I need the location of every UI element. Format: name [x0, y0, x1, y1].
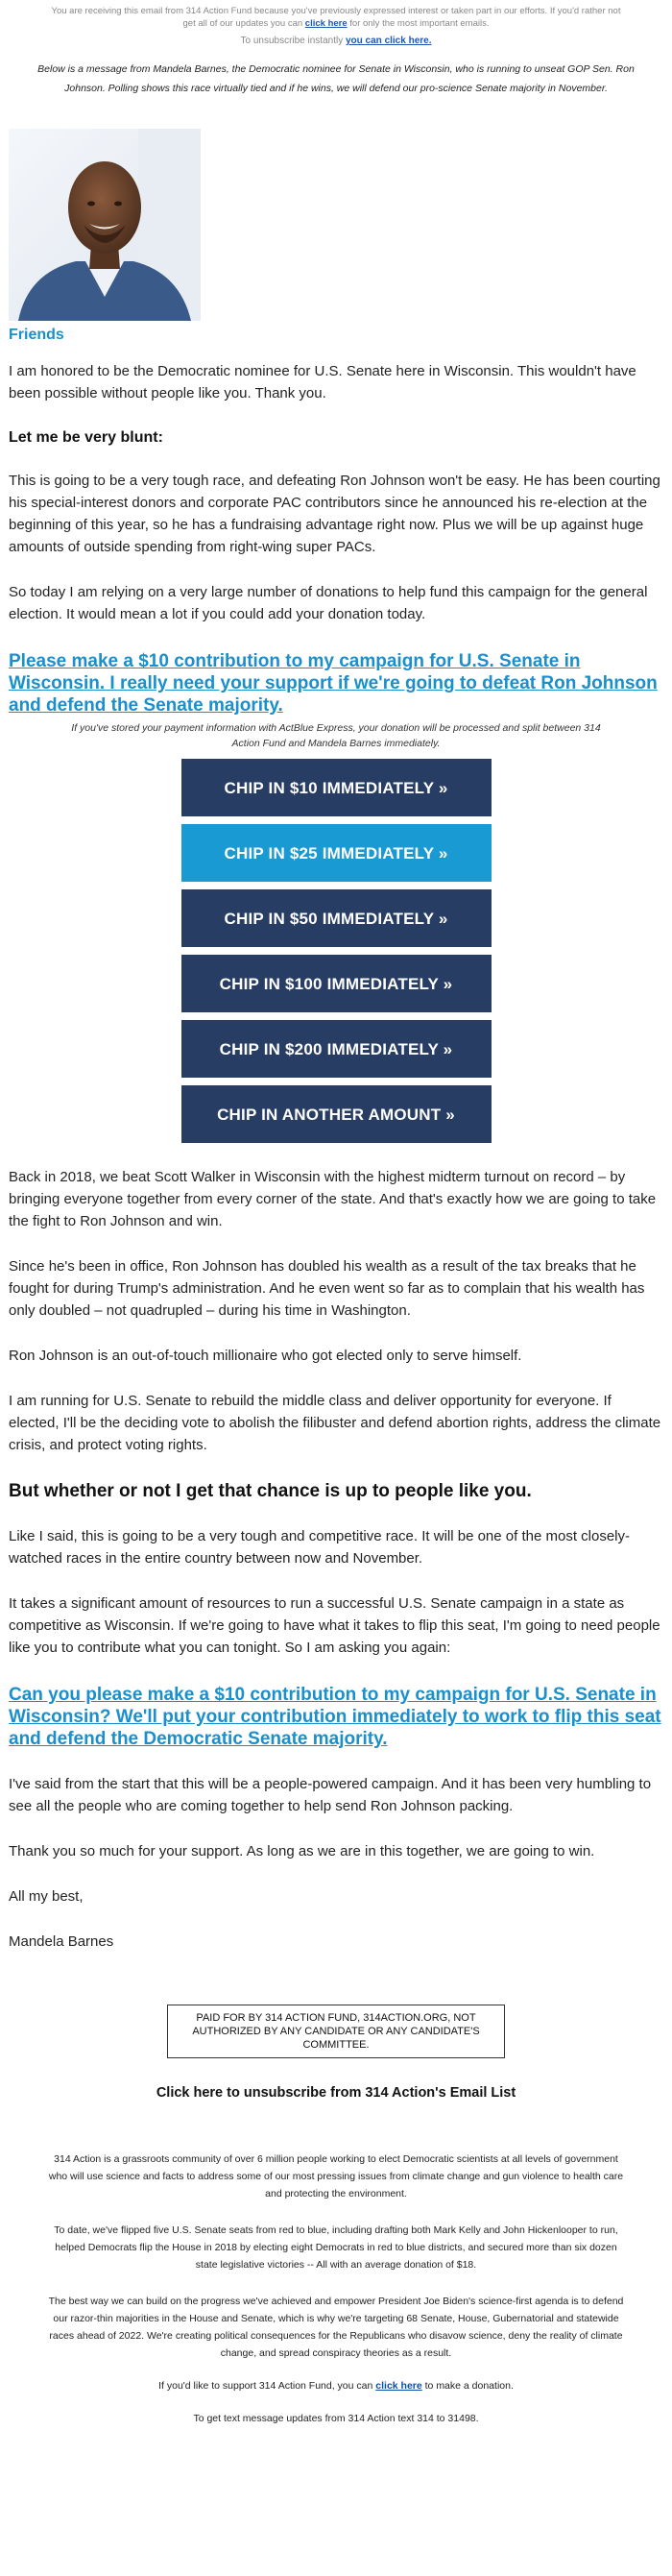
chip-in-50-button[interactable]: CHIP IN $50 IMMEDIATELY » — [181, 889, 492, 947]
paragraph-people-powered: I've said from the start that this will be a people-powered campaign. And it has been very humbling to see all the people who are coming together to help send Ron Johnson packing. — [9, 1776, 652, 1814]
paid-for-disclaimer: PAID FOR BY 314 ACTION FUND, 314ACTION.ORG, NOT AUTHORIZED BY ANY CANDIDATE OR ANY CANDIDATE'S COMMITTEE. — [167, 2005, 505, 2058]
signoff: All my best, — [9, 1888, 84, 1905]
contribution-link-secondary[interactable]: Can you please make a $10 contribution to my campaign for U.S. Senate in Wisconsin? We'll put your contribution immediately to work to flip this seat and defend the Democratic Senate majority. — [9, 1685, 661, 1749]
greeting: Friends — [9, 327, 64, 343]
paragraph-competitive: Like I said, this is going to be a very tough and competitive race. It will be one of the most closely-watched races in the entire country between now and November. — [9, 1528, 630, 1567]
donation-buttons — [9, 759, 663, 1143]
paragraph-wealth: Since he's been in office, Ron Johnson has doubled his wealth as a result of the tax breaks that he fought for during Trump's administration. And he even went so far as to complain that his wealth has only doubled – not quadrupled – during his time in Washington. — [9, 1258, 645, 1319]
chip-in-100-button[interactable]: CHIP IN $100 IMMEDIATELY » — [181, 955, 492, 1012]
instant-unsubscribe — [9, 36, 663, 46]
instant-unsubscribe-link[interactable]: you can click here. — [346, 36, 432, 46]
chip-in-other-button[interactable]: CHIP IN ANOTHER AMOUNT » — [181, 1085, 492, 1143]
contribution-link-primary[interactable]: Please make a $10 contribution to my campaign for U.S. Senate in Wisconsin. I really need your support if we're going to defeat Ron Johnson and defend the Senate majority. — [9, 651, 658, 716]
footer-support-text: If you'd like to support 314 Action Fund, you can — [158, 2380, 373, 2392]
footer-unsubscribe-link[interactable]: Click here to unsubscribe from 314 Action's Email List — [156, 2085, 516, 2101]
instant-unsubscribe-text: To unsubscribe instantly — [240, 36, 344, 46]
paragraph-2018: Back in 2018, we beat Scott Walker in Wisconsin with the highest midterm turnout on record – by bringing everyone together from every corner of the state. And that's exactly how we are going to take the fight to Ron Johnson and win. — [9, 1169, 657, 1229]
preference-notice — [9, 0, 663, 30]
footer-donate-link[interactable]: click here — [375, 2380, 422, 2392]
footer-plan: The best way we can build on the progress we've achieved and empower President Joe Biden's science-first agenda is to defend our razor-thin majorities in the House and Senate, which is why we're targeting 68 Senate, House, Gubernatorial and statewide races ahead of 2022. We're creating political consequences for the Republicans who disavow science, deny the reality of climate change, and spread conspiracy theories as a result. — [48, 2296, 624, 2359]
paragraph-honored: I am honored to be the Democratic nominee for U.S. Senate here in Wisconsin. This wouldn't have been possible without people like you. Thank you. — [9, 363, 636, 401]
paragraph-resources: It takes a significant amount of resources to run a successful U.S. Senate campaign in a state as competitive as Wisconsin. If we're going to have what it takes to flip this seat, I'm going to need people like you to contribute what you can tonight. So I am asking you again: — [9, 1595, 660, 1656]
footer-support — [47, 2377, 625, 2394]
footer-about: 314 Action is a grassroots community of over 6 million people working to elect Democratic scientists at all levels of government who will use science and facts to address some of our most pressing issues from climate change and gun violence to health care and protecting the environment. — [48, 2153, 624, 2199]
paragraph-millionaire: Ron Johnson is an out-of-touch millionaire who got elected only to serve himself. — [9, 1348, 522, 1364]
footer-record: To date, we've flipped five U.S. Senate seats from red to blue, including drafting both Mark Kelly and John Hickenlooper to run, helped Democrats flip the House in 2018 by electing eight Democrats in red to blue districts, and secured more than six dozen state legislative victories -- All with an average donation of $18. — [54, 2224, 618, 2271]
heading-blunt: Let me be very blunt: — [9, 429, 163, 446]
preferences-link[interactable]: click here — [304, 18, 348, 29]
chip-in-25-button[interactable]: CHIP IN $25 IMMEDIATELY » — [181, 824, 492, 882]
signature: Mandela Barnes — [9, 1933, 114, 1950]
intro-message: Below is a message from Mandela Barnes, the Democratic nominee for Senate in Wisconsin, who is running to unseat GOP Sen. Ron Johnson. Polling shows this race virtually tied and if he wins, we will defend our pro-science Senate majority in November. — [37, 63, 635, 94]
paragraph-tough-race: This is going to be a very tough race, and defeating Ron Johnson won't be easy. He has been courting his special-interest donors and corporate PAC contributors since he announced his re-election at the beginning of this year, so he has a fundraising advantage right now. Plus we will be up against huge amounts of outside spending from right-wing super PACs. — [9, 473, 660, 555]
heading-chance: But whether or not I get that chance is up to people like you. — [9, 1481, 532, 1501]
candidate-photo — [9, 129, 201, 321]
footer-support-tail: to make a donation. — [424, 2380, 514, 2392]
paragraph-thank-you: Thank you so much for your support. As long as we are in this together, we are going to win. — [9, 1843, 595, 1859]
preference-notice-tail: for only the most important emails. — [349, 18, 490, 29]
actblue-notice: If you've stored your payment information with ActBlue Express, your donation will be processed and split between 314 Action Fund and Mandela Barnes immediately. — [71, 722, 601, 749]
footer-sms: To get text message updates from 314 Action text 314 to 31498. — [193, 2413, 479, 2424]
chip-in-10-button[interactable]: CHIP IN $10 IMMEDIATELY » — [181, 759, 492, 816]
chip-in-200-button[interactable]: CHIP IN $200 IMMEDIATELY » — [181, 1020, 492, 1078]
paragraph-relying: So today I am relying on a very large number of donations to help fund this campaign for the general election. It would mean a lot if you could add your donation today. — [9, 584, 648, 622]
paragraph-running: I am running for U.S. Senate to rebuild the middle class and deliver opportunity for everyone. If elected, I'll be the deciding vote to abolish the filibuster and defend abortion rights, address the climate crisis, and protect voting rights. — [9, 1393, 661, 1453]
preference-notice-text: You are receiving this email from 314 Action Fund because you've previously expressed interest or taken part in our efforts. If you'd rather not get all of our updates you can — [51, 6, 621, 29]
